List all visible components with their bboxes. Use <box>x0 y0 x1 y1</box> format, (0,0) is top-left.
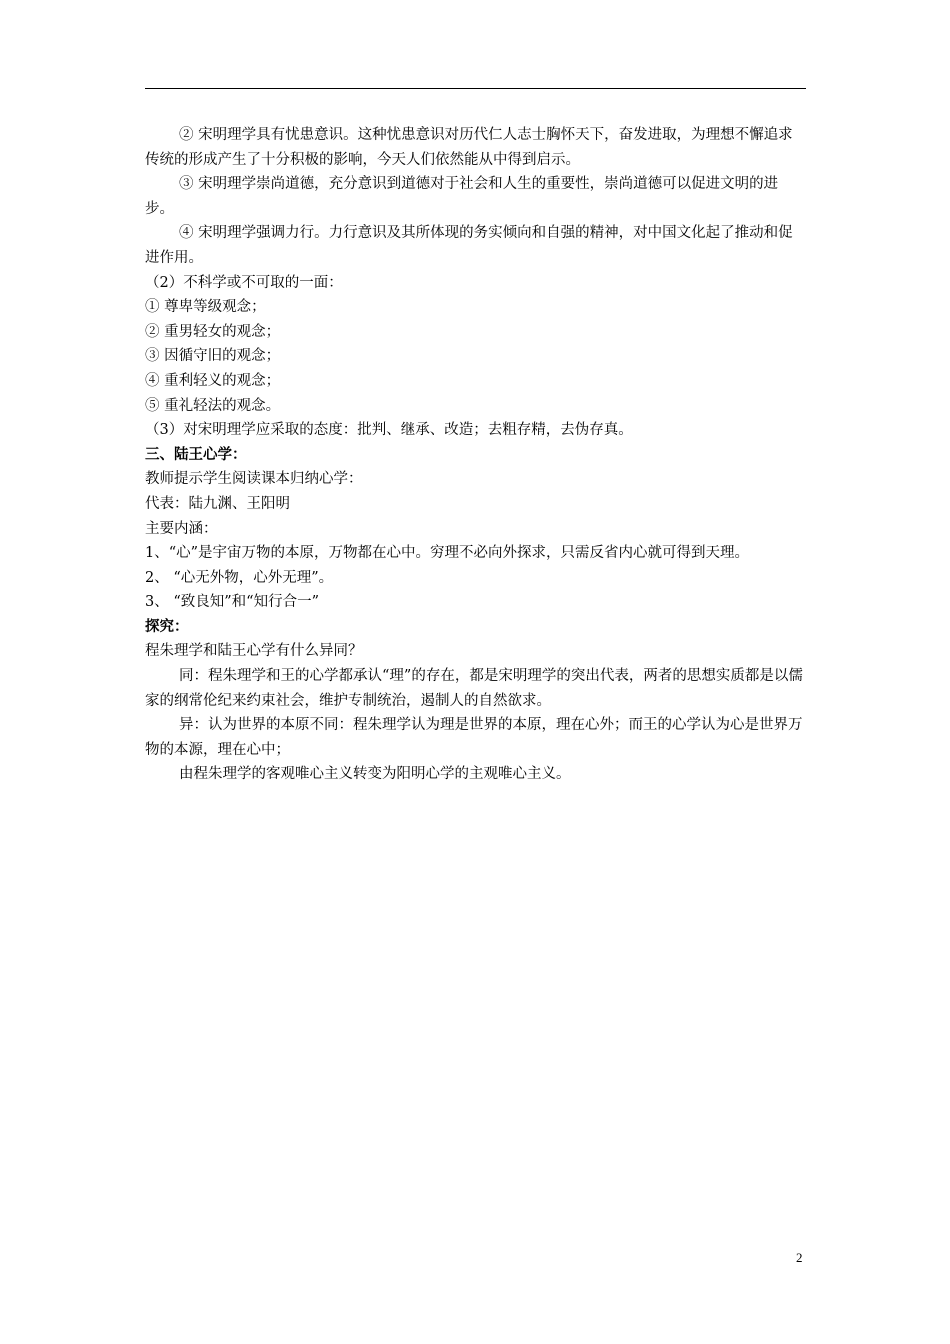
header-rule <box>145 88 806 89</box>
paragraph-youhuan: ② 宋明理学具有忧患意识。这种忧患意识对历代仁人志士胸怀天下，奋发进取，为理想不懈追求传统的形成产生了十分积极的影响，今天人们依然能从中得到启示。 <box>145 127 793 168</box>
paragraph-conclusion: 由程朱理学的客观唯心主义转变为阳明心学的主观唯心主义。 <box>179 766 571 783</box>
paragraph-daode: ③ 宋明理学崇尚道德，充分意识到道德对于社会和人生的重要性，崇尚道德可以促进文明的进步。 <box>145 176 779 217</box>
paragraph-differences: 异：认为世界的本原不同：程朱理学认为理是世界的本原，理在心外；而王的心学认为心是世界万物的本源，理在心中； <box>145 717 803 758</box>
list-item: 1、“心”是宇宙万物的本原，万物都在心中。穷理不必向外探求，只需反省内心就可得到天理。 <box>145 545 750 562</box>
section-heading-explore: 探究： <box>145 618 189 635</box>
paragraph-similarities: 同：程朱理学和王的心学都承认“理”的存在，都是宋明理学的突出代表，两者的思想实质都是以儒家的纲常伦纪来约束社会，维护专制统治，遏制人的自然欲求。 <box>145 668 803 709</box>
paragraph-question: 程朱理学和陆王心学有什么异同？ <box>145 643 363 660</box>
page-number: 2 <box>796 1250 803 1265</box>
paragraph-attitude: （3）对宋明理学应采取的态度：批判、继承、改造；去粗存精，去伪存真。 <box>145 422 633 439</box>
paragraph-unscientific-heading: （2）不科学或不可取的一面： <box>145 274 343 291</box>
list-item: ⑤ 重礼轻法的观念。 <box>145 397 281 414</box>
list-item: ④ 重利轻义的观念； <box>145 372 281 389</box>
document-body <box>145 123 807 787</box>
list-item: 2、 “心无外物，心外无理”。 <box>145 569 334 586</box>
paragraph-main-content-label: 主要内涵： <box>145 520 218 537</box>
list-item: ① 尊卑等级观念； <box>145 299 266 316</box>
list-item: ③ 因循守旧的观念； <box>145 348 281 365</box>
paragraph-lixing: ④ 宋明理学强调力行。力行意识及其所体现的务实倾向和自强的精神，对中国文化起了推动和促进作用。 <box>145 225 793 266</box>
section-heading-luwang: 三、陆王心学： <box>145 446 247 463</box>
paragraph-representatives: 代表：陆九渊、王阳明 <box>145 495 290 512</box>
list-item: ② 重男轻女的观念； <box>145 323 281 340</box>
paragraph-teacher-prompt: 教师提示学生阅读课本归纳心学： <box>145 471 363 488</box>
list-item: 3、 “致良知”和“知行合一” <box>145 594 319 611</box>
